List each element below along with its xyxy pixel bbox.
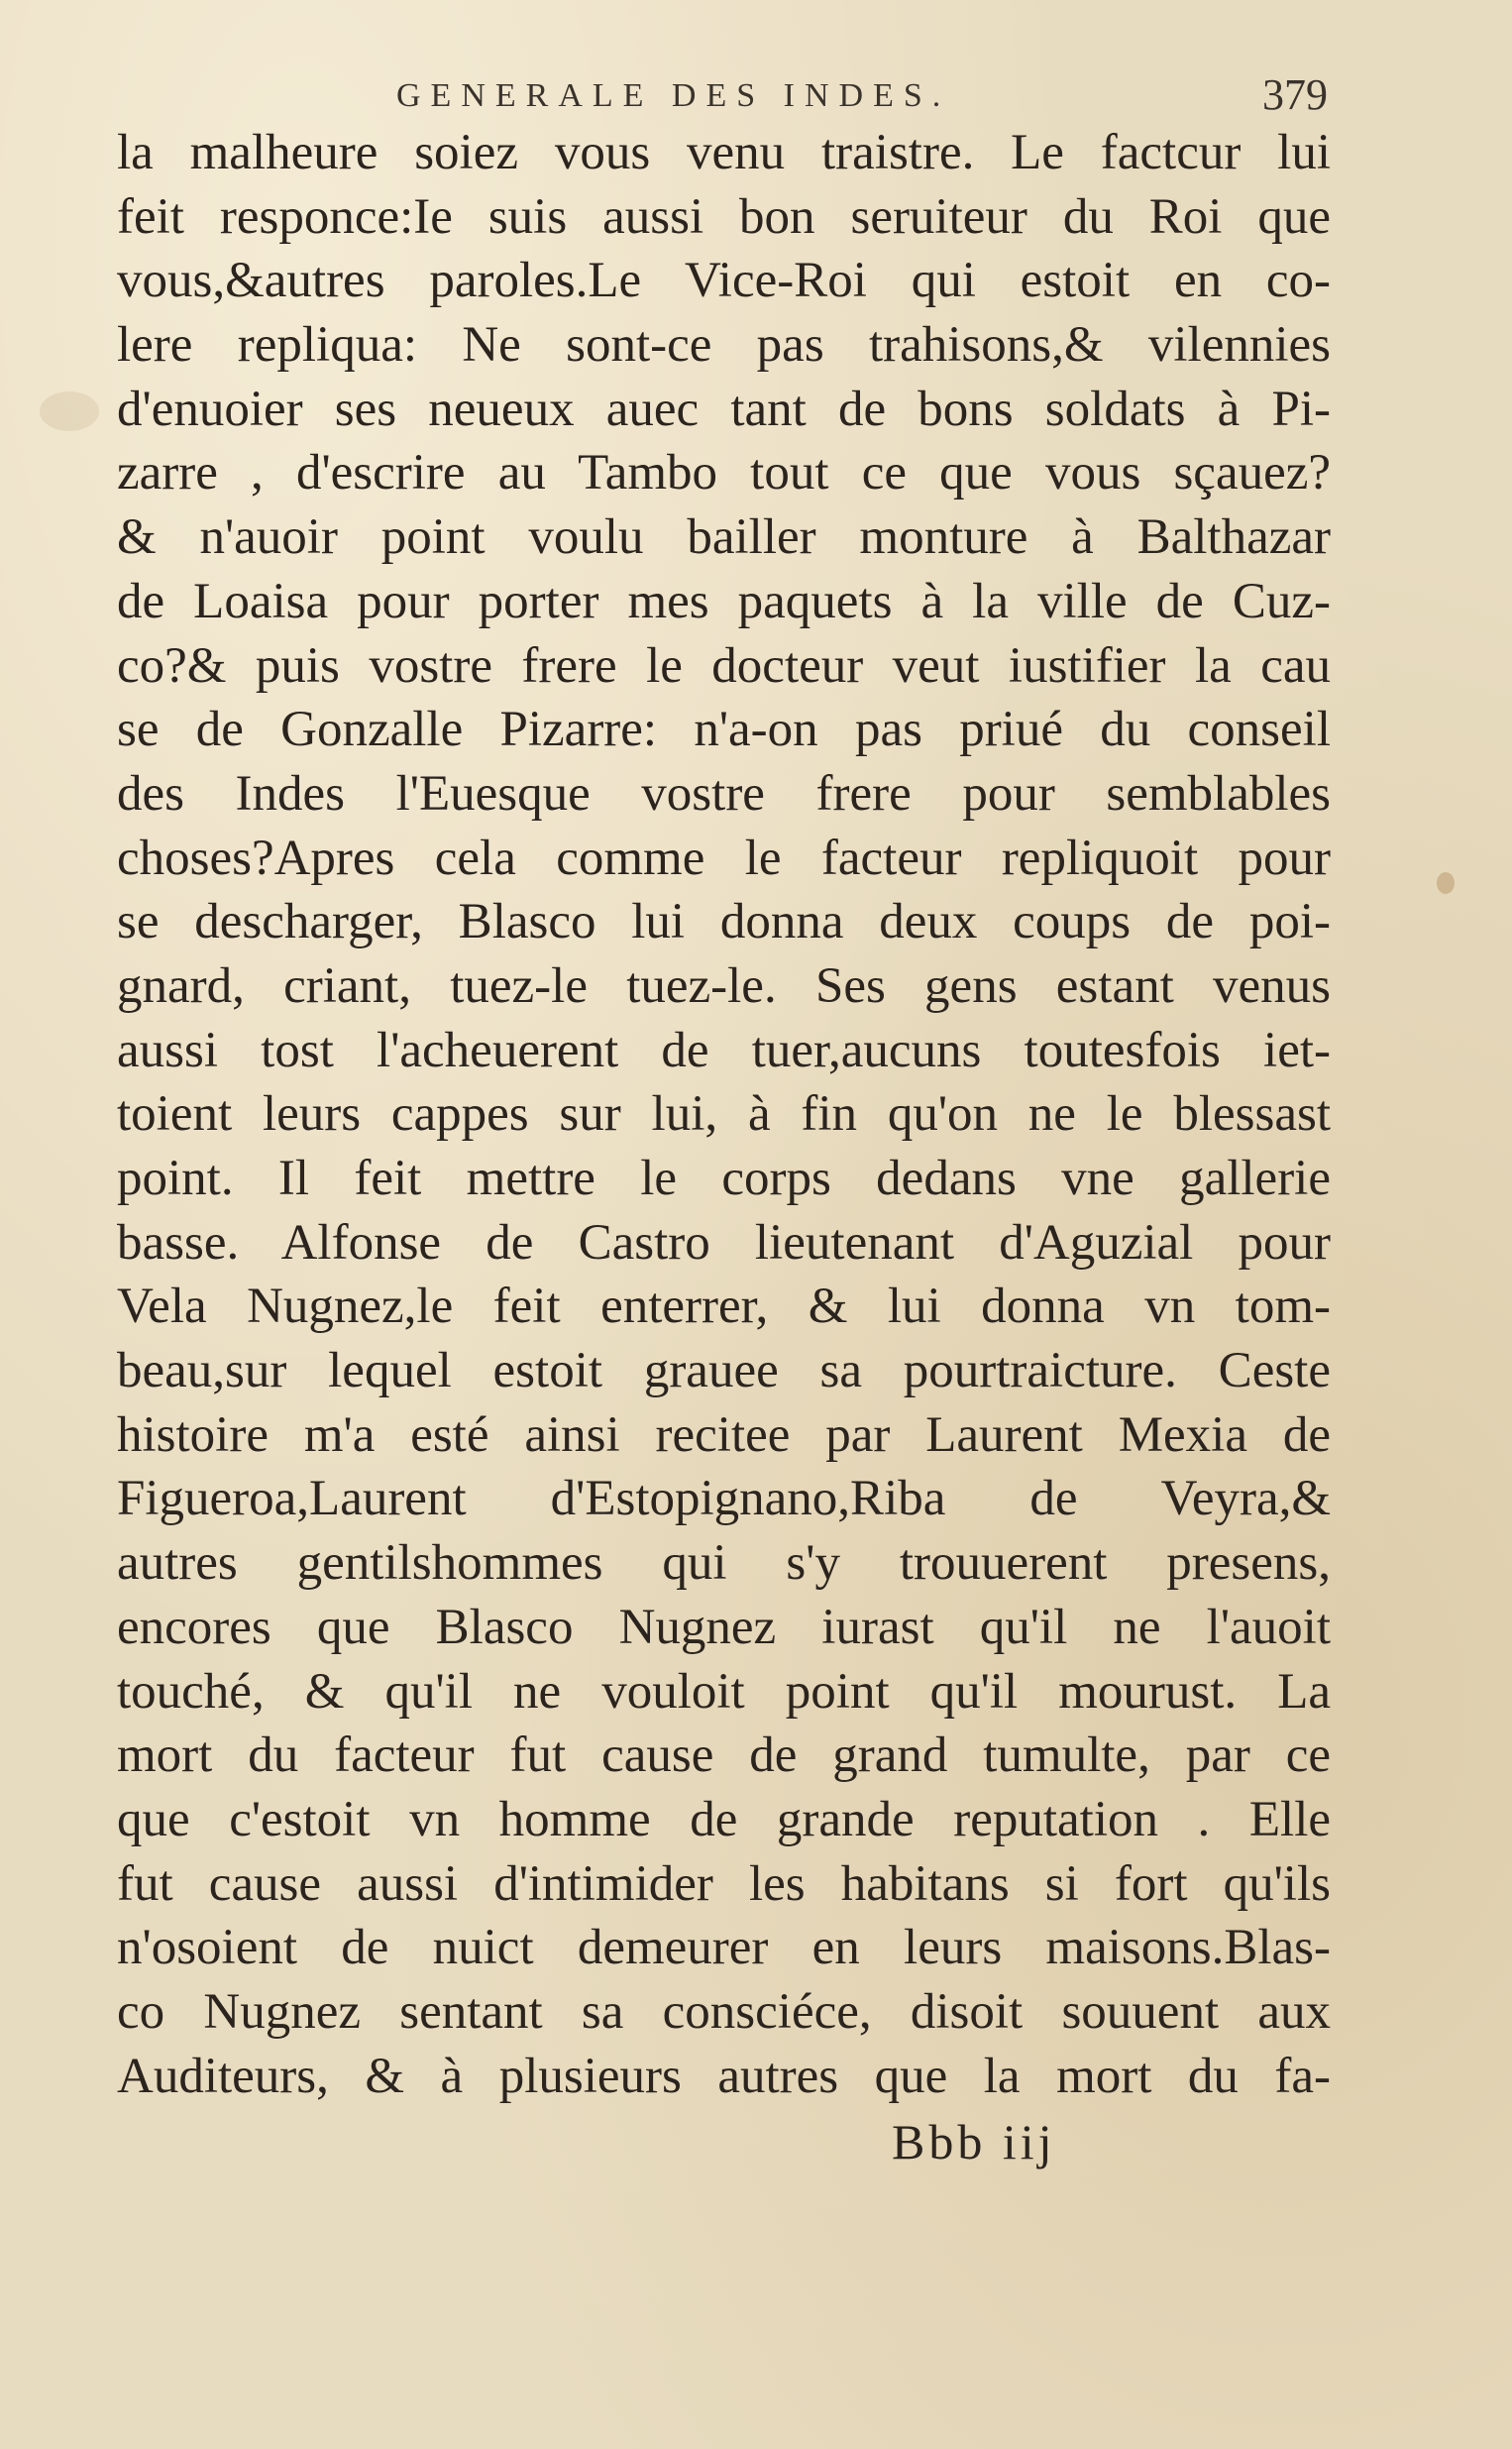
text-line: histoire m'a esté ainsi recitee par Laurent Mexia de [117,1406,1331,1463]
text-line: autres gentilshommes qui s'y trouuerent presens, [117,1535,1331,1592]
text-line: aussi tost l'acheuerent de tuer,aucuns toutesfois iet- [117,1022,1331,1078]
text-line: touché, & qu'il ne vouloit point qu'il mourust. La [117,1663,1331,1720]
text-line: vous,&autres paroles.Le Vice-Roi qui estoit en co- [117,253,1331,309]
paper-stain [1437,872,1455,894]
paper-stain [40,391,99,431]
text-line: encores que Blasco Nugnez iurast qu'il ne l'auoit [117,1599,1331,1655]
running-title: GENERALE DES INDES. [396,77,951,114]
text-line: co?& puis vostre frere le docteur veut iustifier la cau [117,637,1331,694]
text-line: beau,sur lequel estoit grauee sa pourtraicture. Ceste [117,1343,1331,1399]
text-line: toient leurs cappes sur lui, à fin qu'on ne le blessast [117,1086,1331,1143]
text-line: & n'auoir point voulu bailler monture à Balthazar [117,509,1331,566]
text-line: Auditeurs, & à plusieurs autres que la mort du fa- [117,2048,1331,2104]
text-line: que c'estoit vn homme de grande reputation . Elle [117,1791,1331,1847]
signature-mark: Bbb iij [892,2114,1056,2170]
text-line: se de Gonzalle Pizarre: n'a-on pas priué du conseil [117,702,1331,758]
text-line: point. Il feit mettre le corps dedans vne gallerie [117,1151,1331,1206]
text-line: d'enuoier ses neueux auec tant de bons soldats à Pi- [117,381,1331,437]
body-text [117,121,1331,2108]
text-line: des Indes l'Euesque vostre frere pour semblables [117,765,1331,822]
text-line: gnard, criant, tuez-le tuez-le. Ses gens estant venus [117,957,1331,1014]
text-line: Vela Nugnez,le feit enterrer, & lui donna vn tom- [117,1279,1331,1335]
text-line: basse. Alfonse de Castro lieutenant d'Aguzial pour [117,1214,1331,1271]
text-line: choses?Apres cela comme le facteur repliquoit pour [117,830,1331,886]
text-line: la malheure soiez vous venu traistre. Le factcur lui [117,125,1331,180]
text-line: zarre , d'escrire au Tambo tout ce que vous sçauez? [117,445,1331,501]
text-line: fut cause aussi d'intimider les habitans si fort qu'ils [117,1855,1331,1912]
text-line: mort du facteur fut cause de grand tumulte, par ce [117,1727,1331,1784]
text-line: Figueroa,Laurent d'Estopignano,Riba de Veyra,& [117,1471,1331,1527]
text-line: co Nugnez sentant sa consciéce, disoit souuent aux [117,1983,1331,2040]
text-line: feit responce:Ie suis aussi bon seruiteur du Roi que [117,188,1331,245]
text-line: de Loaisa pour porter mes paquets à la ville de Cuz- [117,573,1331,629]
text-line: lere repliqua: Ne sont-ce pas trahisons,& vilennies [117,317,1331,374]
running-head [119,69,1328,129]
text-line: n'osoient de nuict demeurer en leurs maisons.Blas- [117,1920,1331,1976]
text-line: se descharger, Blasco lui donna deux coups de poi- [117,894,1331,950]
page-number: 379 [1262,70,1328,119]
